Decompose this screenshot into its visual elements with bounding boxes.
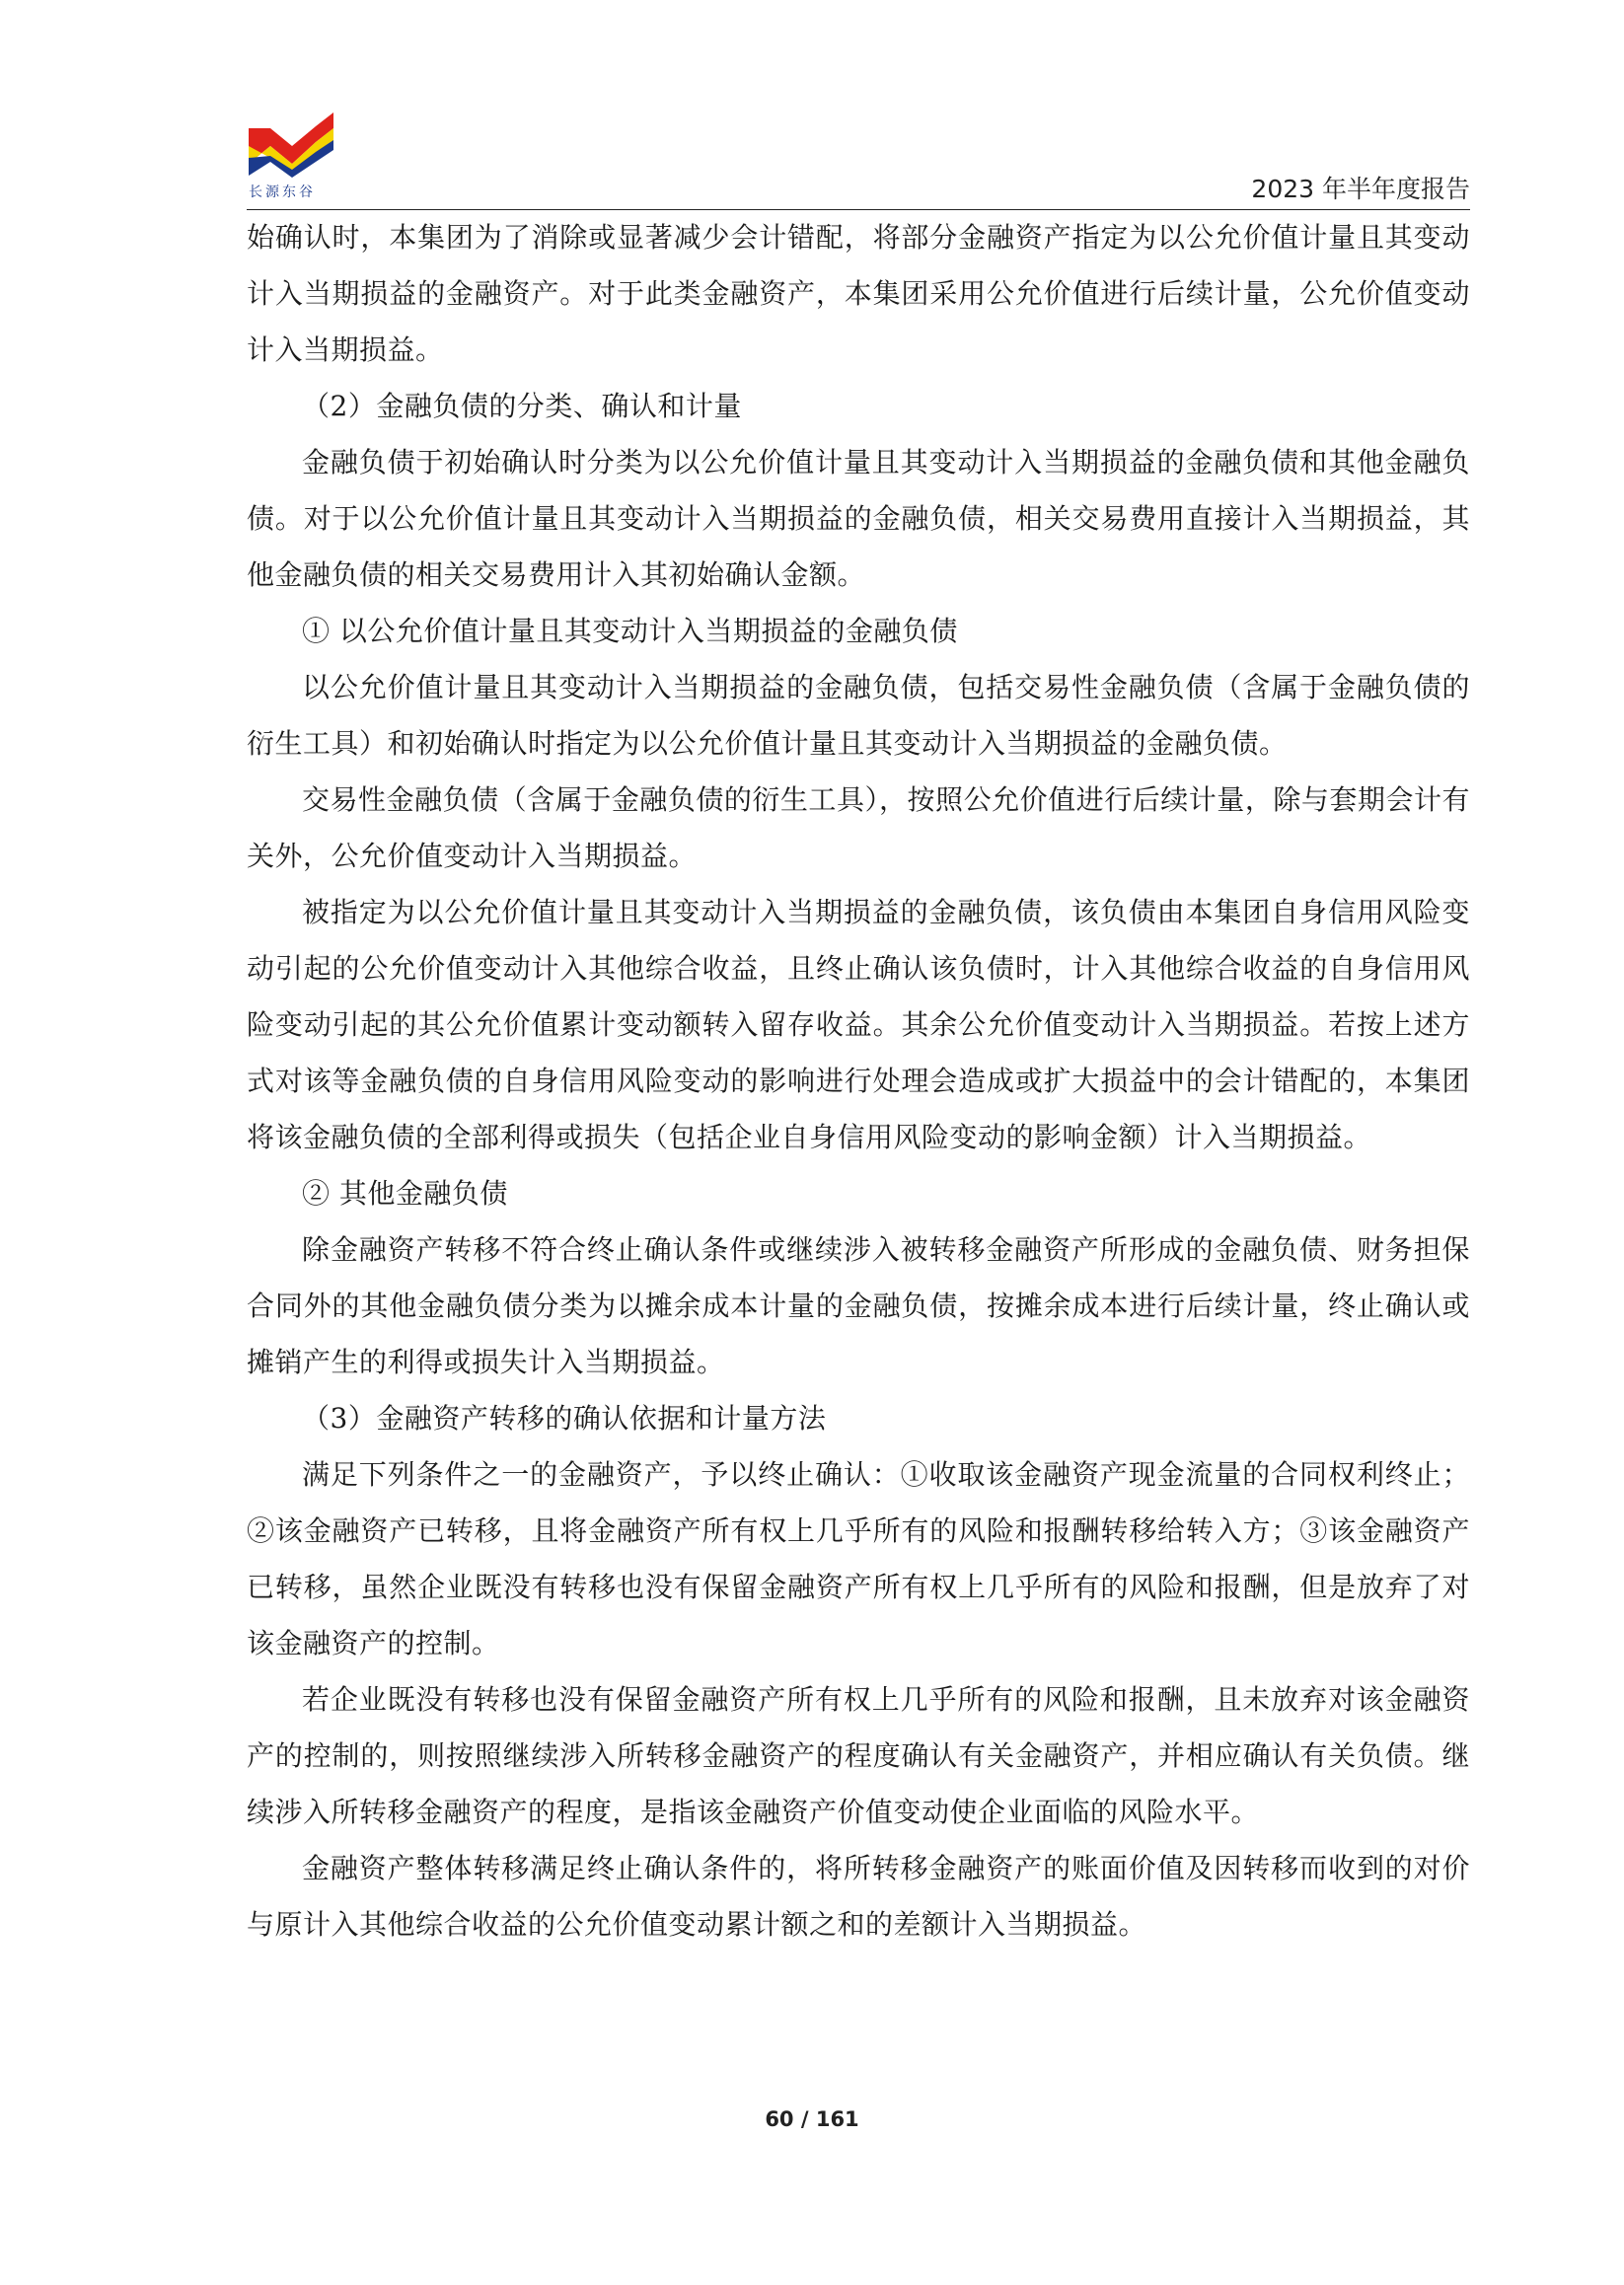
paragraph: 满足下列条件之一的金融资产，予以终止确认：①收取该金融资产现金流量的合同权利终止；②该金融资产已转移，且将金融资产所有权上几乎所有的风险和报酬转移给转入方；③该金融资产已转移，虽然企业既没有转移也没有保留金融资产所有权上几乎所有的风险和报酬，但是放弃了对该金融资产的控制。 — [247, 1458, 1470, 1659]
subsection-heading: ② 其他金融负债 — [302, 1177, 508, 1210]
page-number: 60 / 161 — [765, 2107, 859, 2131]
paragraph: 除金融资产转移不符合终止确认条件或继续涉入被转移金融资产所形成的金融负债、财务担保合同外的其他金融负债分类为以摊余成本计量的金融负债，按摊余成本进行后续计量，终止确认或摊销产生的利得或损失计入当期损益。 — [247, 1233, 1470, 1378]
paragraph: 交易性金融负债（含属于金融负债的衍生工具），按照公允价值进行后续计量，除与套期会计有关外，公允价值变动计入当期损益。 — [247, 783, 1470, 872]
report-title: 2023 年半年度报告 — [1251, 175, 1470, 203]
paragraph: 始确认时，本集团为了消除或显著减少会计错配，将部分金融资产指定为以公允价值计量且其变动计入当期损益的金融资产。对于此类金融资产，本集团采用公允价值进行后续计量，公允价值变动计入当期损益。 — [247, 221, 1470, 366]
paragraph: 金融负债于初始确认时分类为以公允价值计量且其变动计入当期损益的金融负债和其他金融负债。对于以公允价值计量且其变动计入当期损益的金融负债，相关交易费用直接计入当期损益，其他金融负债的相关交易费用计入其初始确认金额。 — [247, 446, 1470, 591]
paragraph: 被指定为以公允价值计量且其变动计入当期损益的金融负债，该负债由本集团自身信用风险变动引起的公允价值变动计入其他综合收益，且终止确认该负债时，计入其他综合收益的自身信用风险变动引起的其公允价值累计变动额转入留存收益。其余公允价值变动计入当期损益。若按上述方式对该等金融负债的自身信用风险变动的影响进行处理会造成或扩大损益中的会计错配的，本集团将该金融负债的全部利得或损失（包括企业自身信用风险变动的影响金额）计入当期损益。 — [247, 896, 1470, 1153]
section-heading: （3）金融资产转移的确认依据和计量方法 — [302, 1402, 827, 1435]
paragraph: 以公允价值计量且其变动计入当期损益的金融负债，包括交易性金融负债（含属于金融负债的衍生工具）和初始确认时指定为以公允价值计量且其变动计入当期损益的金融负债。 — [247, 671, 1470, 760]
paragraph: 若企业既没有转移也没有保留金融资产所有权上几乎所有的风险和报酬，且未放弃对该金融资产的控制的，则按照继续涉入所转移金融资产的程度确认有关金融资产，并相应确认有关负债。继续涉入所转移金融资产的程度，是指该金融资产价值变动使企业面临的风险水平。 — [247, 1683, 1470, 1828]
page-header — [247, 107, 1470, 210]
subsection-heading: ① 以公允价值计量且其变动计入当期损益的金融负债 — [302, 615, 958, 647]
logo-flag-icon — [247, 107, 335, 178]
company-logo — [247, 107, 335, 205]
document-body — [247, 209, 1470, 1953]
section-heading: （2）金融负债的分类、确认和计量 — [302, 390, 742, 422]
logo-text: 长源东谷 — [249, 184, 316, 200]
paragraph: 金融资产整体转移满足终止确认条件的，将所转移金融资产的账面价值及因转移而收到的对价与原计入其他综合收益的公允价值变动累计额之和的差额计入当期损益。 — [247, 1852, 1470, 1941]
